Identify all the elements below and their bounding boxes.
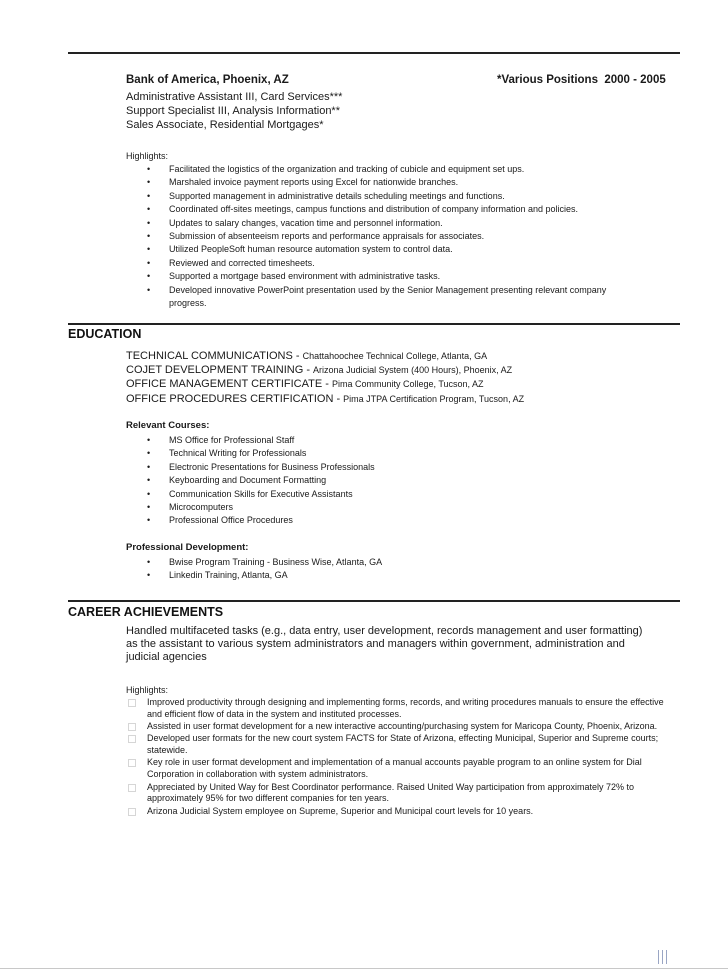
bullet-icon: • bbox=[147, 177, 151, 188]
role-list bbox=[126, 90, 342, 132]
bullet-icon: • bbox=[147, 164, 151, 174]
education-entry: COJET DEVELOPMENT TRAINING - Arizona Judicial System (400 Hours), Phoenix, AZ bbox=[126, 364, 513, 377]
bullet-icon: • bbox=[147, 502, 151, 513]
achievements-highlights-label: Highlights: bbox=[126, 685, 169, 695]
experience-highlights-list bbox=[126, 163, 666, 310]
list-item: • Supported management in administrative details scheduling meetings and functions. bbox=[126, 190, 666, 203]
list-item: • Facilitated the logistics of the organization and tracking of cubicle and equipment set ups. bbox=[126, 163, 666, 176]
achievements-divider bbox=[68, 600, 680, 602]
list-item: • Developed innovative PowerPoint presentation used by the Senior Management presenting relevant company progress. bbox=[147, 284, 607, 309]
list-item: Developed user formats for the new court system FACTS for State of Arizona, effecting Municipal, Superior and Supreme courts; statewide. bbox=[126, 733, 674, 757]
checkbox-icon bbox=[128, 735, 136, 743]
education-divider bbox=[68, 323, 680, 325]
bullet-icon: • bbox=[147, 284, 151, 295]
list-item: • MS Office for Professional Staff bbox=[126, 434, 626, 447]
list-item: • Submission of absenteeism reports and performance appraisals for associates. bbox=[126, 230, 666, 243]
bullet-icon: • bbox=[147, 244, 151, 255]
list-item: Assisted in user format development for a new interactive accounting/purchasing system for Maricopa County, Phoenix, Arizona. bbox=[126, 721, 674, 733]
list-item: • Utilized PeopleSoft human resource automation system to control data. bbox=[126, 243, 666, 256]
experience-highlights-label: Highlights: bbox=[126, 151, 169, 161]
list-item: • Keyboarding and Document Formatting bbox=[126, 474, 626, 487]
relevant-courses-label: Relevant Courses: bbox=[126, 420, 210, 431]
list-item: • Bwise Program Training - Business Wise, Atlanta, GA bbox=[126, 556, 626, 569]
role-title: Administrative Assistant III, Card Services*** bbox=[126, 91, 343, 103]
list-item: • Electronic Presentations for Business Professionals bbox=[126, 461, 626, 474]
list-item: • Marshaled invoice payment reports using Excel for nationwide branches. bbox=[126, 176, 666, 189]
role-title: Support Specialist III, Analysis Information** bbox=[126, 105, 340, 117]
page-marker-icon bbox=[658, 950, 668, 964]
education-entries bbox=[126, 349, 524, 406]
education-entry: OFFICE PROCEDURES CERTIFICATION - Pima JTPA Certification Program, Tucson, AZ bbox=[126, 392, 525, 405]
list-item: Key role in user format development and implementation of a manual accounts payable program to an online system for Dial Corporation in collaboration with system administrators. bbox=[126, 757, 674, 781]
list-item: • Supported a mortgage based environment with administrative tasks. bbox=[126, 270, 666, 283]
top-divider bbox=[68, 52, 680, 54]
bullet-icon: • bbox=[147, 435, 151, 445]
employer-name: Bank of America, Phoenix, AZ bbox=[126, 74, 289, 86]
bullet-icon: • bbox=[147, 475, 151, 486]
bullet-icon: • bbox=[147, 488, 151, 499]
bullet-icon: • bbox=[147, 570, 151, 581]
list-item: • Linkedin Training, Atlanta, GA bbox=[126, 569, 626, 582]
checkbox-icon bbox=[128, 759, 136, 767]
bullet-icon: • bbox=[147, 557, 151, 567]
page-bottom-edge bbox=[0, 968, 728, 969]
education-entry: TECHNICAL COMMUNICATIONS - Chattahoochee Technical College, Atlanta, GA bbox=[126, 350, 488, 362]
list-item: • Updates to salary changes, vacation time and personnel information. bbox=[126, 217, 666, 230]
professional-development-list bbox=[126, 556, 626, 583]
bullet-icon: • bbox=[147, 217, 151, 228]
employment-dates: *Various Positions 2000 - 2005 bbox=[497, 74, 666, 86]
checkbox-icon bbox=[128, 723, 136, 731]
list-item: • Communication Skills for Executive Assistants bbox=[126, 488, 626, 501]
bullet-icon: • bbox=[147, 204, 151, 215]
professional-development-label: Professional Development: bbox=[126, 542, 249, 553]
role-title: Sales Associate, Residential Mortgages* bbox=[126, 119, 324, 131]
achievements-heading: CAREER ACHIEVEMENTS bbox=[68, 605, 224, 619]
bullet-icon: • bbox=[147, 461, 151, 472]
bullet-icon: • bbox=[147, 448, 151, 459]
list-item: Arizona Judicial System employee on Supreme, Superior and Municipal court levels for 10 years. bbox=[126, 806, 674, 818]
bullet-icon: • bbox=[147, 190, 151, 201]
education-heading: EDUCATION bbox=[68, 327, 142, 341]
bullet-icon: • bbox=[147, 515, 151, 526]
list-item: • Professional Office Procedures bbox=[126, 514, 626, 527]
achievements-intro: Handled multifaceted tasks (e.g., data entry, user development, records management and user formatting) as the assistant to various system administrators and managers within government, administration and judicial agencies bbox=[126, 625, 643, 663]
bullet-icon: • bbox=[147, 271, 151, 282]
list-item: • Microcomputers bbox=[126, 501, 626, 514]
checkbox-icon bbox=[128, 808, 136, 816]
list-item: Appreciated by United Way for Best Coordinator performance. Raised United Way participation from approximately 72% to approximately 95% for two different companies for ten years. bbox=[126, 782, 674, 806]
bullet-icon: • bbox=[147, 231, 151, 242]
bullet-icon: • bbox=[147, 257, 151, 268]
list-item: • Coordinated off-sites meetings, campus functions and distribution of company information and policies. bbox=[126, 203, 666, 216]
education-entry: OFFICE MANAGEMENT CERTIFICATE - Pima Community College, Tucson, AZ bbox=[126, 378, 484, 391]
achievements-list bbox=[126, 697, 674, 818]
list-item: Improved productivity through designing and implementing forms, records, and writing procedures manuals to ensure the effective and efficient flow of data in the system and instituted processes. bbox=[126, 697, 674, 721]
list-item: • Technical Writing for Professionals bbox=[126, 447, 626, 460]
courses-list bbox=[126, 434, 626, 528]
checkbox-icon bbox=[128, 699, 136, 707]
list-item: • Reviewed and corrected timesheets. bbox=[126, 257, 666, 270]
checkbox-icon bbox=[128, 784, 136, 792]
